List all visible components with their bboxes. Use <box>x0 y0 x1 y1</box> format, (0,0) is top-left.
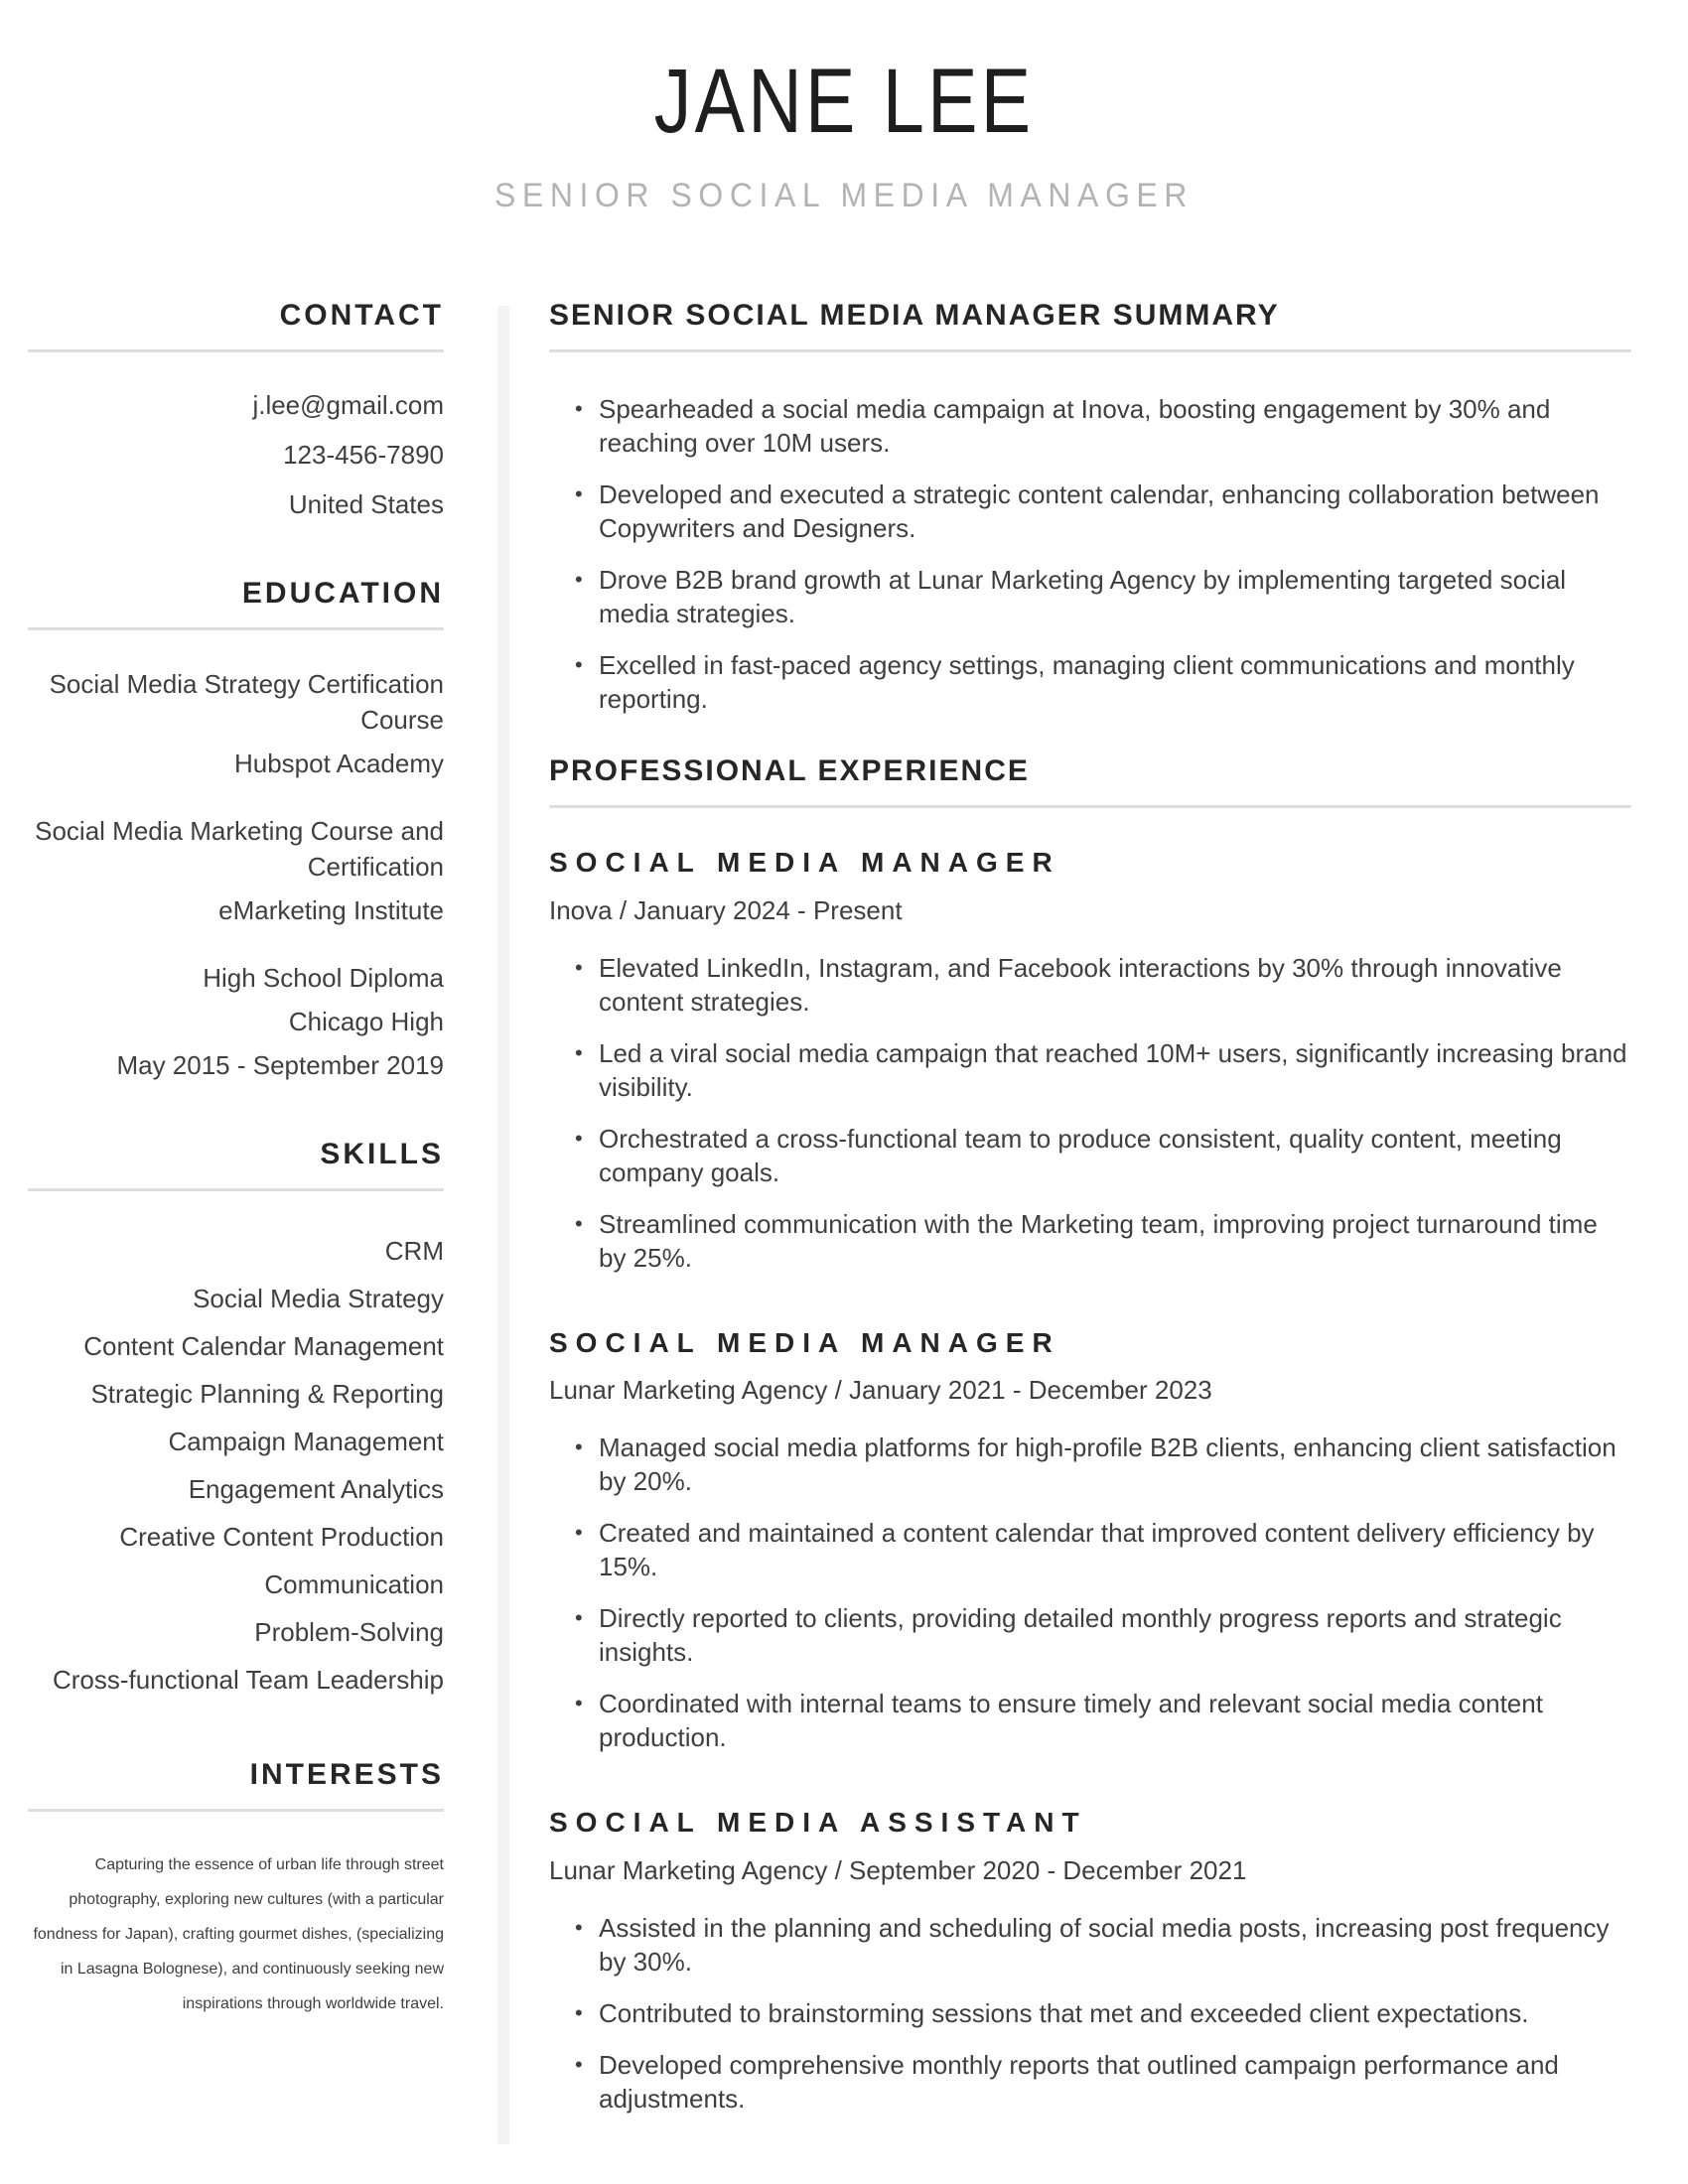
summary-heading: SENIOR SOCIAL MEDIA MANAGER SUMMARY <box>549 299 1280 332</box>
contact-heading: CONTACT <box>279 299 444 332</box>
job-entry <box>549 846 1631 1275</box>
job-bullet: • Elevated LinkedIn, Instagram, and Facebook interactions by 30% through innovative content strategies. <box>549 951 1631 1019</box>
skills-list <box>28 1227 444 1704</box>
skill-item: Communication <box>264 1570 444 1599</box>
skills-section <box>28 1137 444 1704</box>
summary-bullet: • Developed and executed a strategic content calendar, enhancing collaboration between Copywriters and Designers. <box>549 478 1631 545</box>
column-divider <box>497 306 509 2144</box>
candidate-name: JANE LEE <box>653 51 1035 152</box>
education-degree: Social Media Strategy Certification Course <box>49 669 444 735</box>
job-bullet: • Contributed to brainstorming sessions that met and exceeded client expectations. <box>549 1996 1631 2030</box>
main-content <box>549 298 1631 2133</box>
education-dates: May 2015 - September 2019 <box>116 1050 444 1080</box>
job-meta: Lunar Marketing Agency / September 2020 - December 2021 <box>549 1854 1247 1885</box>
contact-list <box>28 388 444 522</box>
education-school: Chicago High <box>288 1007 444 1036</box>
job-bullet: • Directly reported to clients, providing detailed monthly progress reports and strategic insights. <box>549 1601 1631 1669</box>
summary-bullet: • Spearheaded a social media campaign at Inova, boosting engagement by 30% and reaching over 10M users. <box>549 392 1631 460</box>
education-entry <box>28 960 444 1083</box>
skill-item: Cross-functional Team Leadership <box>52 1665 444 1695</box>
job-bullet-list <box>549 1431 1631 1754</box>
job-bullet: • Coordinated with internal teams to ensure timely and relevant social media content production. <box>549 1687 1631 1754</box>
job-title: SOCIAL MEDIA ASSISTANT <box>549 1807 1087 1839</box>
education-school: Hubspot Academy <box>233 749 444 778</box>
job-entry <box>549 1326 1631 1755</box>
interests-text: Capturing the essence of urban life through street photography, exploring new cultures (with a particular fondness for Japan), crafting gourmet dishes, (specializing in Lasagna Bolognese), and continuously seeking new inspirations through worldwide travel. <box>33 1856 444 2012</box>
job-bullet: • Streamlined communication with the Marketing team, improving project turnaround time by 25%. <box>549 1207 1631 1275</box>
section-rule <box>28 1809 444 1812</box>
skills-heading: SKILLS <box>320 1138 444 1170</box>
summary-section <box>549 298 1631 716</box>
education-list <box>28 666 444 1083</box>
summary-bullet: • Drove B2B brand growth at Lunar Marketing Agency by implementing targeted social media strategies. <box>549 563 1631 630</box>
section-rule <box>549 805 1631 808</box>
job-bullet-list <box>549 951 1631 1275</box>
contact-phone: 123-456-7890 <box>283 440 444 470</box>
job-bullet: • Managed social media platforms for high-profile B2B clients, enhancing client satisfaction by 20%. <box>549 1431 1631 1498</box>
education-section <box>28 576 444 1083</box>
education-entry <box>28 813 444 928</box>
section-rule <box>28 349 444 352</box>
job-bullet: • Created and maintained a content calendar that improved content delivery efficiency by 15%. <box>549 1516 1631 1583</box>
interests-heading: INTERESTS <box>249 1758 444 1791</box>
skill-item: Content Calendar Management <box>83 1331 444 1361</box>
resume-header <box>0 0 1688 215</box>
contact-email: j.lee@gmail.com <box>252 390 444 420</box>
education-heading: EDUCATION <box>241 577 444 610</box>
education-degree: High School Diploma <box>203 963 444 993</box>
job-title: SOCIAL MEDIA MANAGER <box>549 1326 1060 1358</box>
education-school: eMarketing Institute <box>218 895 444 925</box>
education-entry <box>28 666 444 781</box>
job-bullet: • Led a viral social media campaign that reached 10M+ users, significantly increasing brand visibility. <box>549 1036 1631 1104</box>
skill-item: Creative Content Production <box>119 1522 444 1552</box>
section-rule <box>28 627 444 630</box>
experience-heading: PROFESSIONAL EXPERIENCE <box>549 754 1030 787</box>
summary-bullet-list <box>549 392 1631 716</box>
job-bullet-list <box>549 1911 1631 2116</box>
job-meta: Inova / January 2024 - Present <box>549 894 903 925</box>
section-rule <box>28 1188 444 1191</box>
job-bullet: • Orchestrated a cross-functional team to produce consistent, quality content, meeting company goals. <box>549 1122 1631 1189</box>
experience-section <box>549 753 1631 2116</box>
skill-item: CRM <box>384 1236 444 1266</box>
skill-item: Social Media Strategy <box>193 1284 444 1313</box>
job-bullet: • Developed comprehensive monthly reports that outlined campaign performance and adjustments. <box>549 2048 1631 2116</box>
contact-location: United States <box>288 489 444 519</box>
skill-item: Problem-Solving <box>254 1617 444 1647</box>
contact-section <box>28 298 444 522</box>
job-entry <box>549 1806 1631 2116</box>
skill-item: Engagement Analytics <box>188 1474 444 1504</box>
section-rule <box>549 349 1631 352</box>
education-degree: Social Media Marketing Course and Certification <box>35 816 444 882</box>
job-bullet: • Assisted in the planning and scheduling of social media posts, increasing post frequency by 30%. <box>549 1911 1631 1979</box>
job-title: SOCIAL MEDIA MANAGER <box>549 847 1060 878</box>
job-meta: Lunar Marketing Agency / January 2021 - December 2023 <box>549 1375 1212 1406</box>
sidebar <box>28 298 444 2021</box>
skill-item: Campaign Management <box>168 1427 444 1456</box>
candidate-title: SENIOR SOCIAL MEDIA MANAGER <box>494 176 1194 214</box>
summary-bullet: • Excelled in fast-paced agency settings, managing client communications and monthly reporting. <box>549 648 1631 716</box>
skill-item: Strategic Planning & Reporting <box>90 1379 444 1409</box>
interests-section <box>28 1757 444 2021</box>
